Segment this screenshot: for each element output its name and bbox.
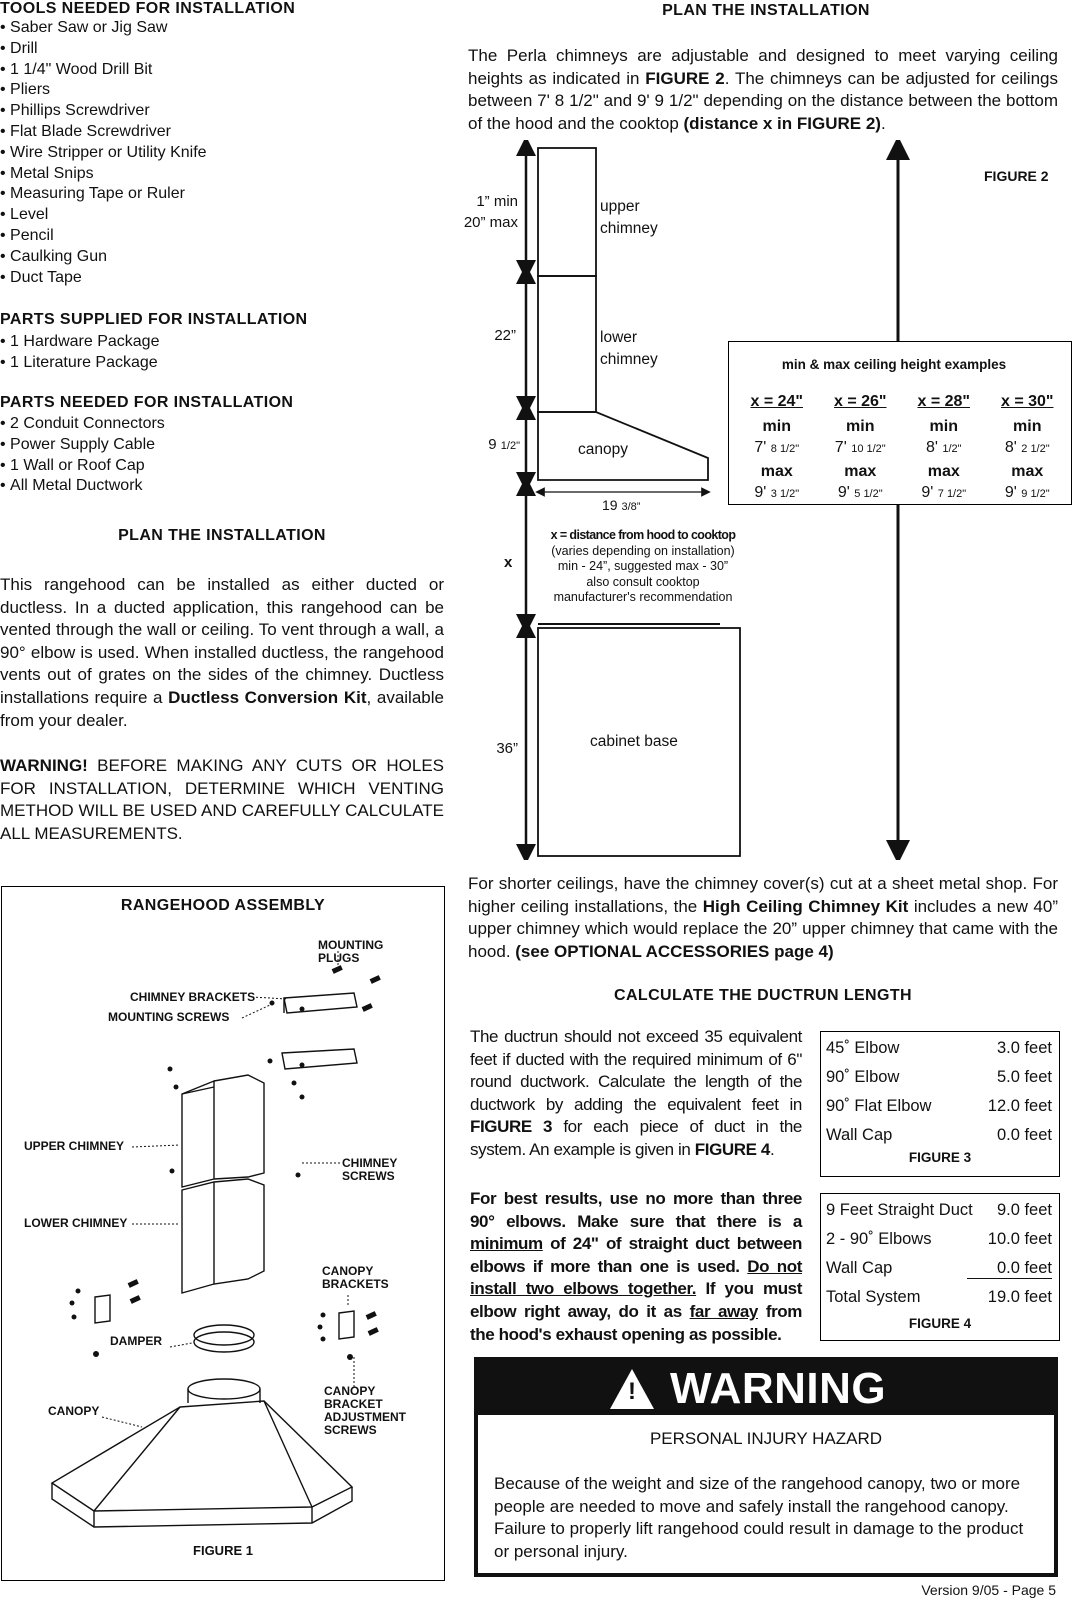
label-canopy-brackets: CANOPY BRACKETS [322, 1264, 389, 1291]
label-text: upper [600, 198, 640, 215]
inches: 2 1/2" [1021, 443, 1050, 455]
table-columns [735, 391, 1069, 506]
max-label: max [927, 462, 960, 480]
list-item: • Power Supply Cable [0, 435, 165, 456]
list-item: • Drill [0, 39, 430, 60]
min-label: min [1013, 417, 1042, 435]
underlined-text: minimum [470, 1234, 543, 1254]
page-footer: Version 9/05 - Page 5 [921, 1582, 1056, 1598]
max-label: max [1011, 462, 1044, 480]
table-row [826, 1283, 1052, 1312]
row-label: Wall Cap [826, 1126, 893, 1144]
table-row [826, 1092, 1052, 1121]
row-value: 10.0 feet [987, 1230, 1052, 1248]
parts-needed-heading: PARTS NEEDED FOR INSTALLATION [0, 394, 294, 411]
label-upper-chimney [600, 196, 658, 240]
min-label: min [762, 417, 791, 435]
column-x: x = 28" [917, 393, 970, 410]
dim-fraction: 1/2" [500, 440, 520, 452]
list-item: • 1 Literature Package [0, 353, 159, 374]
distance-x-ref: (distance x in FIGURE 2) [683, 113, 881, 133]
list-item: • Saber Saw or Jig Saw [0, 18, 430, 39]
dim-upper-chimney [458, 191, 518, 233]
feet: 8' [1004, 439, 1017, 456]
label-damper: DAMPER [110, 1334, 163, 1348]
row-value: 3.0 feet [996, 1039, 1052, 1057]
row-label: 90˚ Flat Elbow [826, 1097, 932, 1115]
x-note-line: min - 24”, suggested max - 30” [557, 559, 729, 574]
max-value [735, 482, 819, 506]
text-run: BEFORE MAKING ANY CUTS OR HOLES FOR INSTALLATION, DETERMINE WHICH VENTING METHOD WILL BE USED AND CAREFULLY CALCULATE ALL MEASUREMENTS. [0, 756, 444, 843]
text-run: The Perla chimneys are adjustable and designed to meet varying ceiling heights as indicated in [468, 46, 1058, 88]
row-value: 0.0 feet [996, 1126, 1052, 1144]
list-item: • 1 1/4" Wood Drill Bit [0, 60, 430, 81]
row-value: 19.0 feet [987, 1288, 1052, 1306]
warning-title: WARNING [670, 1364, 887, 1413]
label-canopy-adjustment-screws: CANOPY BRACKET ADJUSTMENT SCREWS [324, 1384, 407, 1437]
dim-canopy-width [602, 497, 640, 513]
row-label: 9 Feet Straight Duct [826, 1201, 973, 1219]
high-ceiling-kit: High Ceiling Chimney Kit [702, 896, 909, 916]
list-item: • 1 Hardware Package [0, 332, 159, 353]
label-lower-chimney [600, 327, 658, 371]
figure3-rows [826, 1034, 1052, 1150]
x-distance-note [530, 528, 756, 606]
max-value [819, 482, 903, 506]
text-run: . [769, 1139, 775, 1159]
list-item: • 2 Conduit Connectors [0, 414, 165, 435]
label-lower-chimney: LOWER CHIMNEY [24, 1216, 128, 1230]
dim-value: 9 [488, 436, 497, 453]
min-value [986, 437, 1070, 461]
plan-heading-right: PLAN THE INSTALLATION [662, 2, 870, 19]
label-cabinet-base: cabinet base [590, 733, 678, 750]
text-run: includes a new 40” upper chimney which would replace the 20” upper chimney that came with the hood. [468, 896, 1059, 961]
parts-needed-list [0, 414, 165, 497]
feet: 7' [754, 439, 767, 456]
ductrun-paragraph [470, 1026, 802, 1162]
column-x: x = 26" [833, 393, 887, 410]
table-title: min & max ceiling height examples [781, 357, 1007, 372]
inches: 1/2" [942, 443, 962, 455]
label-chimney-brackets: CHIMNEY BRACKETS [130, 990, 256, 1004]
dim-base: 36” [496, 740, 518, 757]
feet: 7' [834, 439, 847, 456]
table-column [735, 391, 819, 506]
min-label: min [846, 417, 875, 435]
max-label: max [760, 462, 793, 480]
warning-box [474, 1357, 1058, 1577]
dim-canopy-height [458, 436, 520, 453]
assembly-figure-box [1, 886, 445, 1581]
min-value [902, 437, 986, 461]
table-row [826, 1121, 1052, 1150]
text-run: of 24" of straight duct between elbows if more than one is used. [470, 1234, 802, 1276]
plan-heading-left: PLAN THE INSTALLATION [118, 527, 326, 544]
ductrun-heading: CALCULATE THE DUCTRUN LENGTH [614, 987, 912, 1004]
row-label: 90˚ Elbow [826, 1068, 900, 1086]
list-item: • Level [0, 205, 430, 226]
tools-list [0, 18, 430, 288]
text-run: For shorter ceilings, have the chimney cover(s) cut at a sheet metal shop. For higher ceiling installations, the [468, 874, 1058, 916]
warning-banner [478, 1361, 1054, 1415]
max-value [986, 482, 1070, 506]
table-row [826, 1254, 1052, 1283]
label-text: chimney [600, 351, 658, 368]
text-run: from the hood's exhaust opening as possible. [470, 1301, 802, 1344]
dim-x: x [504, 554, 513, 571]
inches: 5 1/2" [854, 488, 883, 500]
figure1-caption: FIGURE 1 [193, 1543, 253, 1558]
table-row [826, 1034, 1052, 1063]
figure4-rows [826, 1196, 1052, 1312]
list-item: • Caulking Gun [0, 247, 430, 268]
inches: 10 1/2" [851, 443, 886, 455]
best-results-paragraph [470, 1188, 802, 1346]
dim-lower-chimney: 22” [494, 327, 516, 344]
dim-value: 19 [602, 497, 618, 513]
plan-paragraph [0, 574, 444, 732]
x-note-title: x = distance from hood to cooktop [550, 528, 736, 542]
table-row [826, 1196, 1052, 1225]
feet: 9' [837, 484, 850, 501]
table-row [826, 1225, 1052, 1254]
label-mounting-plugs: MOUNTING PLUGS [318, 938, 384, 965]
figure2-caption: FIGURE 2 [984, 168, 1049, 184]
hazard-label: PERSONAL INJURY HAZARD [649, 1429, 883, 1448]
table-column [986, 391, 1070, 506]
row-value: 0.0 feet [967, 1259, 1052, 1279]
table-column [902, 391, 986, 506]
underlined-text: Do not install two elbows together. [470, 1256, 802, 1299]
figure3-caption: FIGURE 3 [908, 1150, 972, 1165]
text-run: . [880, 113, 886, 133]
inches: 9 1/2" [1021, 488, 1050, 500]
parts-supplied-list [0, 332, 159, 374]
figure3-table [820, 1031, 1060, 1177]
inches: 7 1/2" [937, 488, 967, 500]
list-item: • All Metal Ductwork [0, 476, 165, 497]
feet: 9' [921, 484, 934, 501]
x-note-line: manufacturer's recommendation [553, 590, 733, 605]
max-label: max [844, 462, 877, 480]
label-upper-chimney: UPPER CHIMNEY [24, 1139, 125, 1153]
figure4-table [820, 1193, 1060, 1341]
list-item: • Measuring Tape or Ruler [0, 184, 430, 205]
label-chimney-screws: CHIMNEY SCREWS [342, 1156, 398, 1183]
figure4-caption: FIGURE 4 [908, 1316, 972, 1331]
inches: 3 1/2" [770, 488, 800, 500]
ceiling-height-table [728, 341, 1072, 505]
row-value: 9.0 feet [996, 1201, 1052, 1219]
list-item: • Pencil [0, 226, 430, 247]
list-item: • Pliers [0, 80, 430, 101]
min-value [819, 437, 903, 461]
max-value [902, 482, 986, 506]
feet: 8' [925, 439, 938, 456]
feet: 9' [754, 484, 767, 501]
feet: 9' [1004, 484, 1017, 501]
parts-supplied-heading: PARTS SUPPLIED FOR INSTALLATION [0, 311, 308, 328]
plan-right-paragraph [468, 45, 1058, 135]
x-note-line: (varies depending on installation) [551, 543, 735, 558]
row-label: 45˚ Elbow [826, 1039, 900, 1057]
text-run: The ductrun should not exceed 35 equivalent feet if ducted with the required minimum of 6" round ductwork. Calculate the length of the ductwork by adding the equivalent feet in [470, 1027, 802, 1114]
list-item: • Metal Snips [0, 164, 430, 185]
optional-accessories-ref: (see OPTIONAL ACCESSORIES page 4) [515, 941, 834, 961]
warning-word: WARNING! [0, 756, 88, 775]
text-run: , available from your dealer. [0, 687, 444, 730]
text-run: If you must elbow right away, do it as [470, 1279, 802, 1321]
text-run: for each piece of duct in the system. An example is given in [470, 1117, 802, 1159]
min-label: min [929, 417, 958, 435]
list-item: • 1 Wall or Roof Cap [0, 456, 165, 477]
warning-paragraph [0, 755, 444, 845]
exclamation-icon: ! [628, 1378, 636, 1405]
label-canopy: CANOPY [48, 1404, 100, 1418]
text-run: . The chimneys can be adjusted for ceilings between 7' 8 1/2" and 9' 9 1/2" depending on the distance between the bottom of the hood and the cooktop [468, 68, 1058, 133]
dim-fraction: 3/8” [621, 501, 641, 513]
row-value: 12.0 feet [987, 1097, 1052, 1115]
table-column [819, 391, 903, 506]
column-x: x = 24" [750, 393, 803, 410]
label-mounting-screws: MOUNTING SCREWS [108, 1010, 230, 1024]
label-text: lower [600, 329, 638, 346]
warning-text: Because of the weight and size of the rangehood canopy, two or more people are needed to move and safely install the rangehood canopy. Failure to properly lift rangehood could result in damage to the product or personal injury. [494, 1474, 1024, 1561]
figure-ref: FIGURE 4 [694, 1139, 770, 1159]
row-value: 5.0 feet [996, 1068, 1052, 1086]
list-item: • Flat Blade Screwdriver [0, 122, 430, 143]
min-value [735, 437, 819, 461]
dim-max: 20” max [463, 214, 518, 231]
list-item: • Phillips Screwdriver [0, 101, 430, 122]
text-run: For best results, use no more than three 90° elbows. Make sure that there is a [470, 1189, 802, 1231]
column-x: x = 30" [1000, 393, 1054, 410]
figure-ref: FIGURE 3 [470, 1117, 553, 1137]
row-label: Wall Cap [826, 1259, 893, 1277]
label-canopy: canopy [578, 441, 628, 458]
shorter-ceilings-paragraph [468, 873, 1058, 963]
row-label: Total System [826, 1288, 921, 1306]
table-row [826, 1063, 1052, 1092]
inches: 8 1/2" [770, 443, 800, 455]
dim-min: 1” min [476, 193, 518, 210]
text-run: This rangehood can be installed as either ducted or ductless. In a ducted application, this rangehood can be vented through the wall or ceiling. To vent through a wall, a 90° elbow is used. When installed ductless, the rangehood vents out of grates on the sides of the chimney. Ductless installations require a [0, 575, 444, 707]
label-text: chimney [600, 220, 658, 237]
list-item: • Duct Tape [0, 268, 430, 289]
ductless-kit-emphasis: Ductless Conversion Kit [168, 687, 367, 707]
tools-heading: TOOLS NEEDED FOR INSTALLATION [0, 0, 296, 17]
assembly-title: RANGEHOOD ASSEMBLY [120, 897, 326, 914]
x-note-line: also consult cooktop [586, 574, 700, 589]
list-item: • Wire Stripper or Utility Knife [0, 143, 430, 164]
underlined-text: far away [689, 1301, 758, 1321]
figure-ref: FIGURE 2 [645, 68, 725, 88]
row-label: 2 - 90˚ Elbows [826, 1230, 932, 1248]
